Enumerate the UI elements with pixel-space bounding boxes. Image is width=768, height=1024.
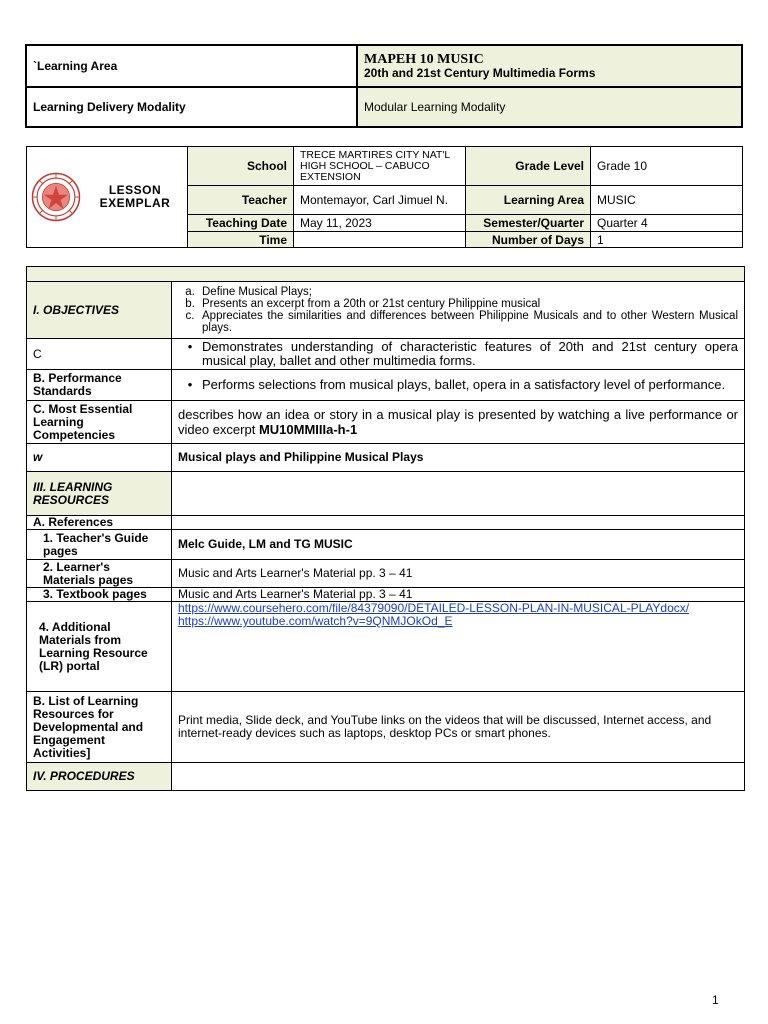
grade-level-label: Grade Level (466, 147, 591, 186)
content-standards-cell (172, 339, 745, 370)
textbook-pages-label: 3. Textbook pages (27, 588, 172, 602)
objective-item: c. Appreciates the similarities and differences between Philippine Musicals and to other Western Musical plays. (185, 310, 738, 334)
learning-area-label-2: Learning Area (466, 186, 591, 215)
content-standards-label: C (27, 339, 172, 370)
content-text: Musical plays and Philippine Musical Plays (172, 444, 745, 472)
objectives-cell (172, 282, 745, 339)
performance-standard-item: • Performs selections from musical plays, ballet, opera in a satisfactory level of performance. (187, 377, 726, 392)
semester-label: Semester/Quarter (466, 215, 591, 232)
youtube-link[interactable]: https://www.youtube.com/watch?v=9QNMJOkOd_E (178, 614, 453, 628)
objectives-list (178, 286, 738, 334)
school-label: School (188, 147, 294, 186)
time-value (294, 232, 466, 248)
learning-area-value-2: MUSIC (591, 186, 743, 215)
teacher-value: Montemayor, Carl Jimuel N. (294, 186, 466, 215)
teachers-guide-value: Melc Guide, LM and TG MUSIC (172, 530, 745, 560)
learning-resources-label: III. LEARNING RESOURCES (27, 472, 172, 516)
teaching-date-value: May 11, 2023 (294, 215, 466, 232)
grade-level-value: Grade 10 (591, 147, 743, 186)
number-of-days-value: 1 (591, 232, 743, 248)
melc-code: MU10MMIIIa-h-1 (258, 422, 358, 437)
melc-cell (172, 401, 745, 444)
objective-item: a. Define Musical Plays; (185, 286, 312, 298)
school-value: TRECE MARTIRES CITY NAT'L HIGH SCHOOL – CABUCO EXTENSION (294, 147, 466, 186)
learners-materials-value: Music and Arts Learner's Material pp. 3 – 41 (172, 560, 745, 588)
learning-area-subtitle: 20th and 21st Century Multimedia Forms (364, 66, 596, 80)
procedures-label: IV. PROCEDURES (27, 763, 172, 791)
procedures-cell (172, 763, 745, 791)
lesson-header-table (26, 146, 743, 248)
references-label: A. References (27, 516, 172, 530)
learning-area-title: MAPEH 10 MUSIC (364, 52, 484, 67)
learning-area-table (25, 44, 743, 128)
list-of-resources-value: Print media, Slide deck, and YouTube links on the videos that will be discussed, Internet access, and internet-ready devices such as laptops, desktop PCs or smart phones. (172, 692, 745, 763)
melc-text: describes how an idea or story in a musical play is presented by watching a live performance or video excerpt (178, 407, 738, 437)
time-label: Time (188, 232, 294, 248)
semester-value: Quarter 4 (591, 215, 743, 232)
melc-label: C. Most Essential Learning Competencies (27, 401, 172, 444)
number-of-days-label: Number of Days (466, 232, 591, 248)
objectives-label: I. OBJECTIVES (27, 282, 172, 339)
teacher-label: Teacher (188, 186, 294, 215)
learning-area-value-cell (357, 45, 742, 87)
content-standard-item: • Demonstrates understanding of characteristic features of 20th and 21st century opera musical play, ballet and other multimedia forms. (187, 339, 738, 368)
additional-materials-cell (172, 602, 745, 692)
list-of-resources-label: B. List of Learning Resources for Developmental and Engagement Activities] (27, 692, 172, 763)
textbook-pages-value: Music and Arts Learner's Material pp. 3 – 41 (172, 588, 745, 602)
page-number: 1 (712, 993, 719, 1007)
learners-materials-label: 2. Learner's Materials pages (27, 560, 172, 588)
learning-resources-cell (172, 472, 745, 516)
modality-value: Modular Learning Modality (357, 87, 742, 127)
references-cell (172, 516, 745, 530)
learning-area-label: `Learning Area (26, 45, 357, 87)
objective-item: b. Presents an excerpt from a 20th or 21st century Philippine musical (185, 298, 541, 310)
content-label: w (27, 444, 172, 472)
teaching-date-label: Teaching Date (188, 215, 294, 232)
deped-seal-icon (31, 164, 81, 230)
coursehero-link[interactable]: https://www.coursehero.com/file/84379090/DETAILED-LESSON-PLAN-IN-MUSICAL-PLAYdocx/ (178, 601, 690, 615)
logo-cell (27, 147, 188, 248)
additional-materials-label: 4. Additional Materials from Learning Resource (LR) portal (27, 602, 172, 692)
performance-standards-cell (172, 370, 745, 401)
teachers-guide-label: 1. Teacher's Guide pages (27, 530, 172, 560)
performance-standards-label: B. Performance Standards (27, 370, 172, 401)
lesson-exemplar-label: LESSON EXEMPLAR (99, 183, 171, 210)
modality-label: Learning Delivery Modality (26, 87, 357, 127)
header-shade-row (27, 267, 745, 282)
lesson-plan-table (26, 266, 745, 791)
